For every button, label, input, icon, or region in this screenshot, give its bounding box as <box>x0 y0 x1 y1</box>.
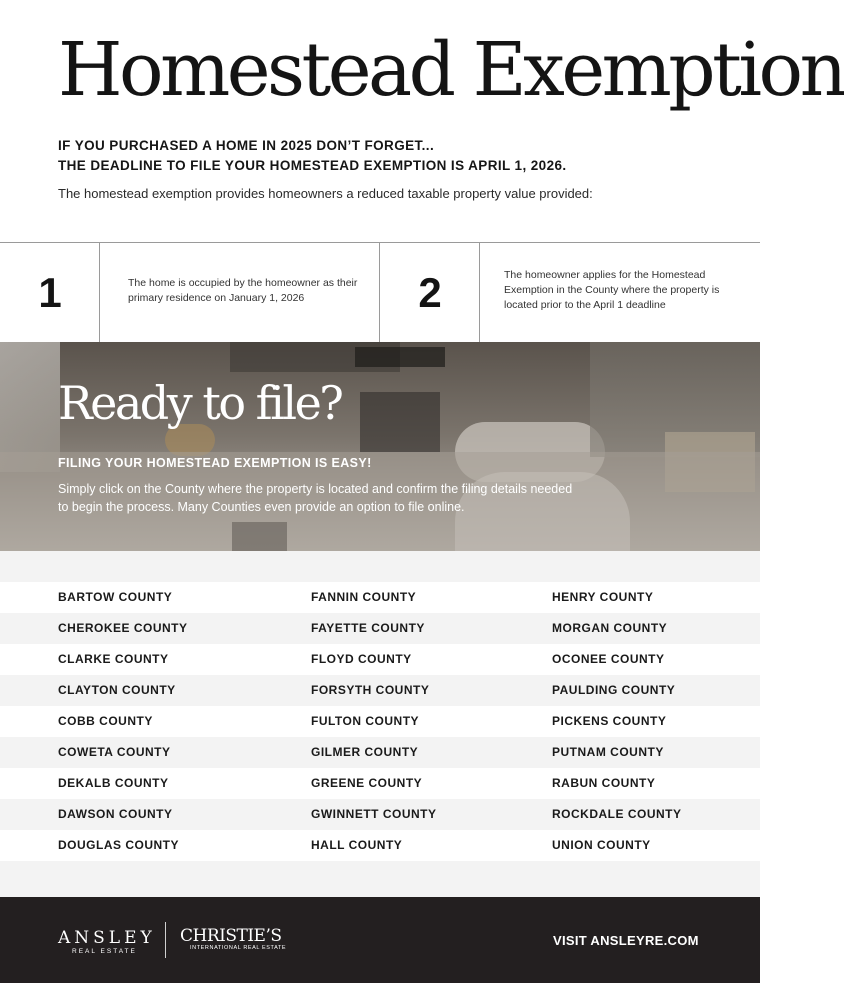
county-link-rabun[interactable]: RABUN COUNTY <box>552 776 656 790</box>
county-link-forsyth[interactable]: FORSYTH COUNTY <box>311 683 430 697</box>
county-link-pickens[interactable]: PICKENS COUNTY <box>552 714 667 728</box>
county-link-putnam[interactable]: PUTNAM COUNTY <box>552 745 664 759</box>
county-link-dawson[interactable]: DAWSON COUNTY <box>58 807 173 821</box>
county-link-fulton[interactable]: FULTON COUNTY <box>311 714 420 728</box>
deadline-headline <box>58 136 567 176</box>
footer <box>0 897 760 983</box>
county-list <box>0 551 760 897</box>
county-row <box>0 830 760 861</box>
headline-line-2: THE DEADLINE TO FILE YOUR HOMESTEAD EXEMPTION IS APRIL 1, 2026. <box>58 158 567 173</box>
county-link-cherokee[interactable]: CHEROKEE COUNTY <box>58 621 188 635</box>
step-divider <box>479 243 480 343</box>
ansley-logo-subtitle: REAL ESTATE <box>72 948 137 955</box>
county-link-bartow[interactable]: BARTOW COUNTY <box>58 590 173 604</box>
ready-heading: Ready to file? <box>58 376 342 430</box>
county-link-gilmer[interactable]: GILMER COUNTY <box>311 745 419 759</box>
county-row <box>0 799 760 830</box>
headline-line-1: IF YOU PURCHASED A HOME IN 2025 DON’T FORGET... <box>58 138 435 153</box>
county-link-fannin[interactable]: FANNIN COUNTY <box>311 590 417 604</box>
county-link-henry[interactable]: HENRY COUNTY <box>552 590 654 604</box>
county-link-coweta[interactable]: COWETA COUNTY <box>58 745 171 759</box>
county-link-cobb[interactable]: COBB COUNTY <box>58 714 153 728</box>
county-link-clarke[interactable]: CLARKE COUNTY <box>58 652 169 666</box>
visit-website-link[interactable]: VISIT ANSLEYRE.COM <box>553 933 699 948</box>
county-link-fayette[interactable]: FAYETTE COUNTY <box>311 621 425 635</box>
county-link-gwinnett[interactable]: GWINNETT COUNTY <box>311 807 437 821</box>
county-link-union[interactable]: UNION COUNTY <box>552 838 651 852</box>
county-row <box>0 737 760 768</box>
county-link-hall[interactable]: HALL COUNTY <box>311 838 403 852</box>
step-divider <box>99 243 100 343</box>
county-link-clayton[interactable]: CLAYTON COUNTY <box>58 683 176 697</box>
ready-subheading: FILING YOUR HOMESTEAD EXEMPTION IS EASY! <box>58 456 372 470</box>
county-row <box>0 768 760 799</box>
intro-text: The homestead exemption provides homeowners a reduced taxable property value provided: <box>58 186 593 201</box>
county-link-dekalb[interactable]: DEKALB COUNTY <box>58 776 169 790</box>
county-row <box>0 613 760 644</box>
ready-description: Simply click on the County where the property is located and confirm the filing details needed to begin the process. Many Counties even provide an option to file online. <box>58 482 573 514</box>
county-link-greene[interactable]: GREENE COUNTY <box>311 776 423 790</box>
hero-photo-fireplace <box>360 392 440 452</box>
county-row <box>0 706 760 737</box>
ready-to-file-hero <box>0 342 760 551</box>
county-link-floyd[interactable]: FLOYD COUNTY <box>311 652 412 666</box>
ansley-logo: ANSLEY <box>58 928 156 948</box>
step-1-number: 1 <box>38 269 62 316</box>
county-link-paulding[interactable]: PAULDING COUNTY <box>552 683 676 697</box>
christies-logo-subtitle: INTERNATIONAL REAL ESTATE <box>190 945 287 951</box>
county-row <box>0 644 760 675</box>
step-1-text: The home is occupied by the homeowner as their primary residence on January 1, 2026 <box>128 277 358 304</box>
step-2-number: 2 <box>418 269 442 316</box>
christies-logo: CHRISTIE’S <box>180 926 282 946</box>
county-row <box>0 675 760 706</box>
logo-divider <box>165 922 166 958</box>
requirements-steps <box>0 242 760 342</box>
step-2-text: The homeowner applies for the Homestead Exemption in the County where the property is located prior to the April 1 deadline <box>504 269 720 311</box>
county-link-oconee[interactable]: OCONEE COUNTY <box>552 652 665 666</box>
county-link-morgan[interactable]: MORGAN COUNTY <box>552 621 668 635</box>
hero-photo-element <box>355 347 445 367</box>
page-title: Homestead Exemption <box>58 27 844 113</box>
county-link-douglas[interactable]: DOUGLAS COUNTY <box>58 838 179 852</box>
county-row <box>0 582 760 613</box>
county-link-rockdale[interactable]: ROCKDALE COUNTY <box>552 807 682 821</box>
